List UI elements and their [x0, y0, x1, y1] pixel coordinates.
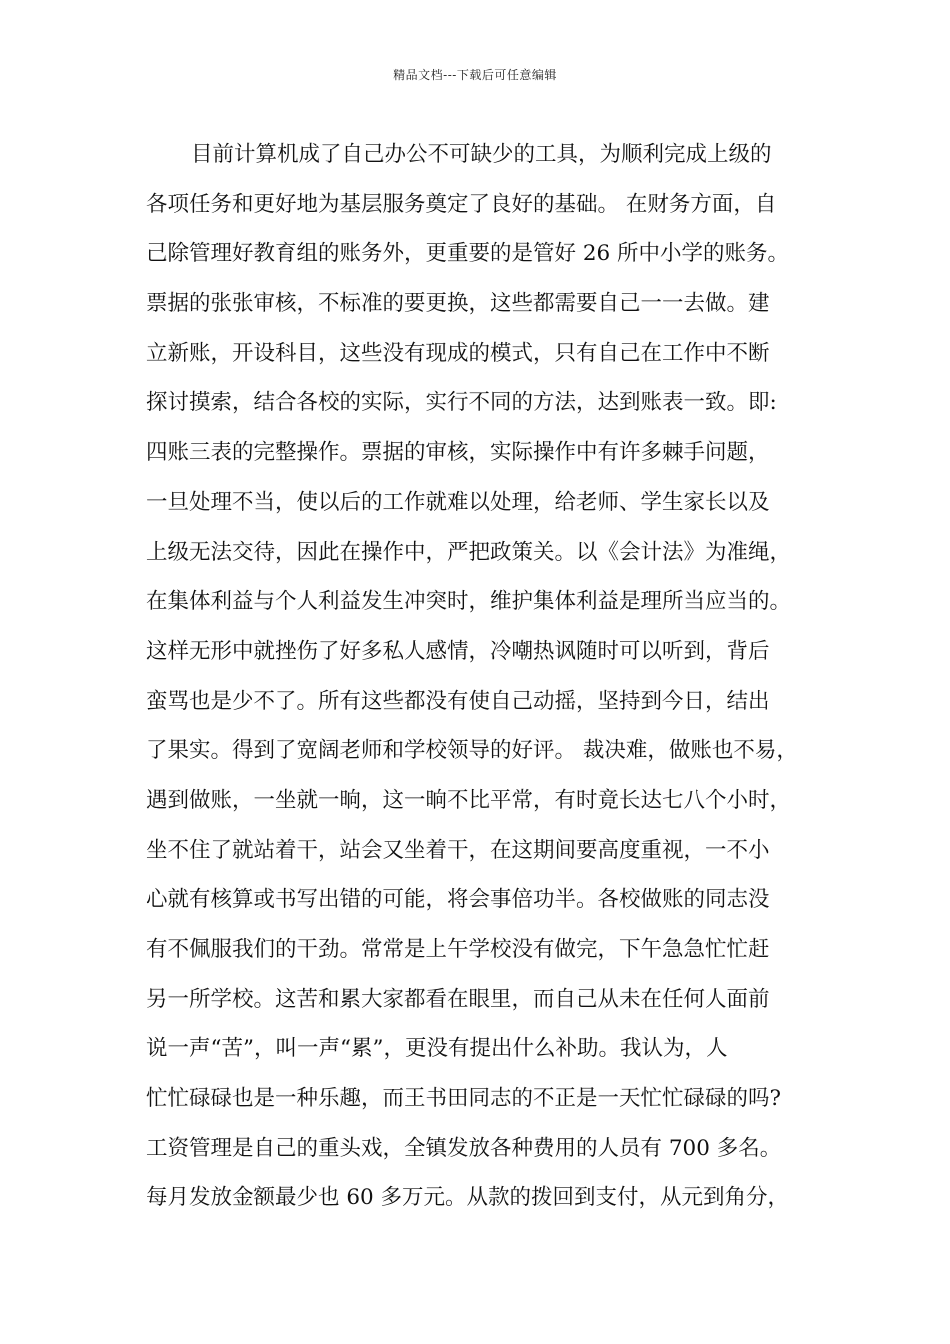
text-line: 心就有核算或书写出错的可能，将会事倍功半。各校做账的同志没	[146, 887, 770, 913]
text-line: 这样无形中就挫伤了好多私人感情，冷嘲热讽随时可以听到，背后	[146, 638, 770, 664]
text-line: 坐不住了就站着干，站会又坐着干，在这期间要高度重视，一不小	[146, 837, 770, 863]
text-line: 另一所学校。这苦和累大家都看在眼里，而自己从未在任何人面前	[146, 986, 770, 1012]
page-header: 精品文档---下载后可任意编辑	[393, 68, 557, 82]
text-line: 蛮骂也是少不了。所有这些都没有使自己动摇，坚持到今日，结出	[146, 688, 770, 714]
text-line: 票据的张张审核，不标准的要更换，这些都需要自己一一去做。建	[146, 291, 770, 317]
text-line: 一旦处理不当，使以后的工作就难以处理，给老师、学生家长以及	[146, 489, 770, 515]
text-line: 在集体利益与个人利益发生冲突时，维护集体利益是理所当应当的。	[146, 589, 792, 615]
body-text	[146, 130, 826, 1223]
text-line: 探讨摸索，结合各校的实际，实行不同的方法，达到账表一致。即:	[146, 390, 777, 416]
text-line: 忙忙碌碌也是一种乐趣，而王书田同志的不正是一天忙忙碌碌的吗?	[146, 1086, 782, 1112]
text-line: 了果实。得到了宽阔老师和学校领导的好评。 裁决难，做账也不易，	[146, 738, 798, 764]
text-line: 说一声“苦”，叫一声“累”，更没有提出什么补助。我认为，人	[146, 1036, 728, 1062]
text-line: 每月发放金额最少也 60 多万元。从款的拨回到支付，从元到角分，	[146, 1185, 790, 1211]
text-line: 上级无法交待，因此在操作中，严把政策关。以《会计法》为准绳，	[146, 539, 792, 565]
text-line: 目前计算机成了自己办公不可缺少的工具，为顺利完成上级的	[191, 142, 772, 167]
text-line: 立新账，开设科目，这些没有现成的模式，只有自己在工作中不断	[146, 340, 770, 366]
text-line: 四账三表的完整操作。票据的审核，实际操作中有许多棘手问题，	[146, 440, 770, 466]
text-line: 遇到做账，一坐就一晌，这一晌不比平常，有时竟长达七八个小时，	[146, 787, 792, 813]
text-line: 有不佩服我们的干劲。常常是上午学校没有做完，下午急急忙忙赶	[146, 937, 770, 962]
text-line: 各项任务和更好地为基层服务奠定了良好的基础。 在财务方面，自	[146, 191, 777, 217]
text-line: 己除管理好教育组的账务外，更重要的是管好 26 所中小学的账务。	[146, 241, 790, 267]
text-line: 工资管理是自己的重头戏，全镇发放各种费用的人员有 700 多名。	[146, 1135, 782, 1161]
